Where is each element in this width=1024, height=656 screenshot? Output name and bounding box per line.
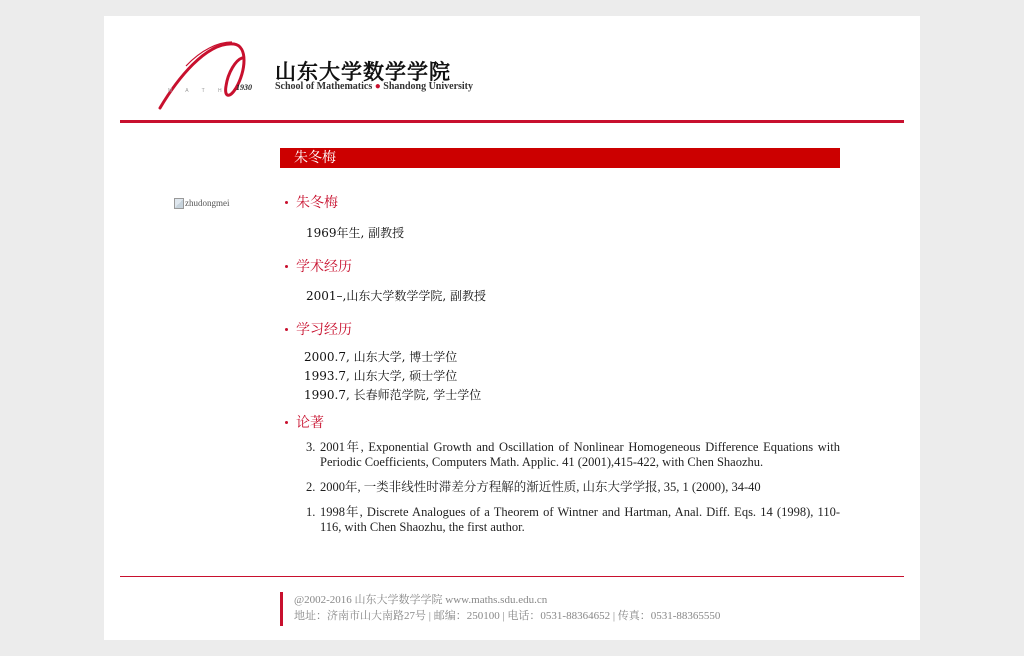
brand-title-cn[interactable]: 山东大学数学学院	[275, 59, 451, 84]
education-line: 1993.7, 山东大学, 硕士学位	[304, 369, 458, 383]
page-title: 朱冬梅	[294, 150, 336, 166]
section-heading: 朱冬梅	[296, 195, 338, 211]
profile-photo-alt: zhudongmei	[185, 198, 230, 208]
publication-item	[306, 480, 840, 495]
footer-divider	[120, 576, 904, 577]
publication-text: 1998年, Discrete Analogues of a Theorem of Wintner and Hartman, Anal. Diff. Eqs. 14 (1998), 110-116, with Chen Shaozhu, the first author.	[320, 505, 840, 534]
publication-text: 2001年, Exponential Growth and Oscillation of Nonlinear Homogeneous Difference Equations with Periodic Coefficients, Computers Math. Applic. 41 (2001),415-422, with Chen Shaozhu.	[320, 440, 840, 469]
profile-line: 1969年生, 副教授	[306, 226, 405, 240]
page-title-bar	[280, 148, 840, 168]
bullet-icon	[285, 421, 288, 424]
profile-photo	[174, 196, 230, 210]
section-heading: 学术经历	[296, 259, 352, 275]
career-line: 2001–,山东大学数学学院, 副教授	[306, 289, 486, 303]
brand-en-left: School of Mathematics	[275, 81, 373, 92]
brand-separator-dot: ●	[374, 81, 381, 92]
bullet-icon	[285, 328, 288, 331]
education-line: 2000.7, 山东大学, 博士学位	[304, 350, 458, 364]
bullet-icon	[285, 265, 288, 268]
logo-letters: M A T H	[168, 88, 228, 94]
publication-text: 2000年, 一类非线性时滞差分方程解的渐近性质, 山东大学学报, 35, 1 (2000), 34-40	[320, 480, 761, 494]
section-heading: 论著	[296, 415, 324, 431]
publication-item	[306, 440, 840, 470]
school-logo-icon[interactable]	[156, 36, 266, 110]
bullet-icon	[285, 201, 288, 204]
brand-title-en	[275, 81, 473, 92]
publication-number: 2.	[306, 480, 316, 494]
footer-copyright: @2002-2016 山东大学数学学院 www.maths.sdu.edu.cn	[294, 594, 548, 606]
logo-year: 1930	[236, 83, 252, 92]
header-divider	[120, 120, 904, 123]
publication-item	[306, 505, 840, 535]
footer-accent-bar	[280, 592, 283, 626]
section-heading: 学习经历	[296, 322, 352, 338]
education-line: 1990.7, 长春师范学院, 学士学位	[304, 388, 482, 402]
brand-en-right: Shandong University	[383, 81, 474, 92]
publication-number: 1.	[306, 505, 316, 519]
page-container	[104, 16, 920, 640]
footer-address: 地址：济南市山大南路27号 | 邮编：250100 | 电话：0531-88364652 | 传真：0531-88365550	[294, 610, 721, 622]
broken-image-icon	[174, 198, 184, 209]
publication-number: 3.	[306, 440, 316, 454]
